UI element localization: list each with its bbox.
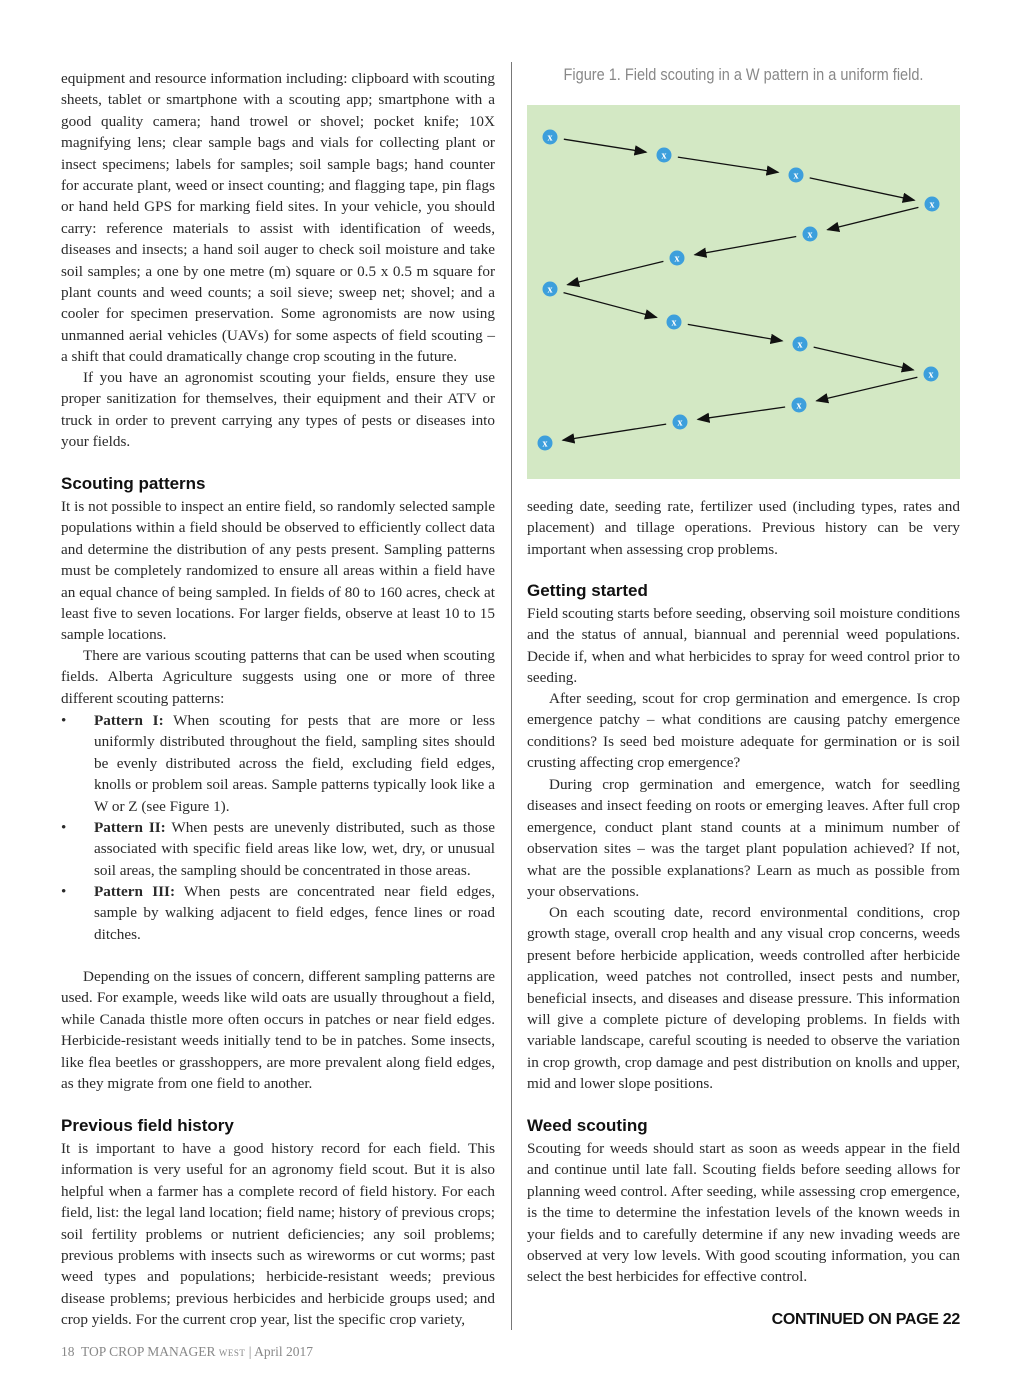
bullet-item — [61, 710, 495, 817]
body-paragraph: Scouting for weeds should start as soon as weeds appear in the field and continue until late fall. Scouting fields before seeding allows for planning weed control. After seeding, while assessing crop emergence, is the time to determine the infestation levels of the known weeds in your fields and to carefully determine if any new invading weeds are observed at very low levels. With good scouting information, you can select the best herbicides for effective control. — [527, 1140, 960, 1286]
svg-text:x: x — [671, 317, 677, 329]
section-heading-weed-scouting: Weed scouting — [527, 1116, 648, 1135]
bullet-label: Pattern I: — [94, 712, 164, 729]
bullet-text: When pests are concentrated near field edges, sample by walking adjacent to field edges, fence lines or road ditches. — [94, 883, 495, 943]
bullet-text: When scouting for pests that are more or less uniformly distributed throughout the field, sampling sites should be evenly distributed across the field, excluding field edges, knolls or problem soil areas. Sample patterns typically look like a W or Z (see Figure 1). — [94, 712, 495, 815]
path-arrow — [564, 293, 657, 318]
bullet-label: Pattern III: — [94, 883, 176, 900]
body-paragraph: After seeding, scout for crop germination and emergence. Is crop emergence patchy – what conditions are causing patchy emergence conditions? Is seed bed moisture adequate for germination or is soil crusting affecting crop emergence? — [527, 690, 960, 772]
svg-text:x: x — [547, 132, 553, 144]
body-paragraph: It is not possible to inspect an entire field, so randomly selected sample populations within a field should be observed to efficiently collect data and determine the distribution of any pests present. Sampling patterns must be completely randomized to ensure all areas within a field have an equal chance of being sampled. In fields of 80 to 160 acres, check at least five to seven locations. For larger fields, observe at least 10 to 15 sample locations. — [61, 498, 495, 644]
path-arrow — [564, 139, 646, 152]
body-paragraph: If you have an agronomist scouting your fields, ensure they use proper sanitization for themselves, their equipment and their ATV or truck in order to prevent carrying any types of pests or diseases into your fields. — [61, 369, 495, 451]
bullet-glyph: • — [61, 819, 67, 836]
svg-text:x: x — [674, 253, 680, 265]
body-paragraph: There are various scouting patterns that can be used when scouting fields. Alberta Agriculture suggests using one or more of three different scouting patterns: — [61, 647, 495, 707]
footer-separator: | — [248, 1344, 252, 1359]
section-heading-previous-field-history: Previous field history — [61, 1116, 234, 1135]
body-paragraph: Depending on the issues of concern, different sampling patterns are used. For example, weeds like wild oats are usually throughout a field, while Canada thistle more often occurs in patches or near field edges. Herbicide-resistant weeds initially tend to be in patches. Some insects, like flea beetles or grasshoppers, are more prevalent along field edges, as they migrate from one field to another. — [61, 968, 495, 1093]
body-paragraph: On each scouting date, record environmental conditions, crop growth stage, overall crop health and any visual crop concerns, weeds present before herbicide application, weeds controlled after herbicide application, weed patches not controlled, insect pests and number, beneficial insects, and diseases and disease pressure. This information will give a complete picture of developing problems. In fields with variable landscape, careful scouting is needed to observe the variation in crop growth, crop damage and pest distribution on knolls and upper, mid and lower slope positions. — [527, 904, 960, 1093]
path-arrow — [563, 424, 666, 440]
path-arrow — [810, 178, 915, 200]
sample-site-marker — [673, 415, 688, 430]
w-pattern-diagram — [527, 105, 960, 479]
path-arrow — [698, 407, 785, 419]
sample-site-marker — [670, 251, 685, 266]
sample-site-marker — [543, 282, 558, 297]
sample-site-marker — [657, 148, 672, 163]
sample-site-marker — [792, 398, 807, 413]
svg-text:x: x — [928, 369, 934, 381]
svg-text:x: x — [542, 438, 548, 450]
svg-text:x: x — [793, 170, 799, 182]
bullet-glyph: • — [61, 712, 67, 729]
path-arrow — [567, 261, 663, 284]
body-paragraph: During crop germination and emergence, watch for seedling diseases and insect feeding on roots or emerging leaves. After full crop emergence, conduct plant stand counts at a minimum number of observation sites – was the target plant population achieved? If not, what are the possible explanations? Learn as much as possible from your observations. — [527, 776, 960, 901]
path-arrow — [814, 347, 914, 370]
svg-text:x: x — [797, 339, 803, 351]
sample-site-marker — [543, 130, 558, 145]
page-number: 18 — [61, 1344, 75, 1359]
magazine-name: TOP CROP MANAGER — [81, 1344, 216, 1359]
sample-site-marker — [538, 436, 553, 451]
body-paragraph: It is important to have a good history record for each field. This information is very useful for an agronomy field scout. But it is also helpful when a farmer has a complete record of field history. For each field, list: the legal land location; field name; history of previous crops; soil fertility problems or nutrient deficiencies; any soil problems; previous problems with insects such as wireworms or cut worms; past weed types and populations; herbicide-resistant weeds; previous disease problems; previous herbicides and herbicide groups used; and crop yields. For the current crop year, list the specific crop variety, — [61, 1140, 495, 1329]
bullet-text: When pests are unevenly distributed, such as those associated with specific field areas like low, wet, dry, or unusual soil areas, the sampling should be concentrated in those areas. — [94, 819, 495, 879]
issue-date: April 2017 — [254, 1344, 314, 1359]
sample-site-marker — [925, 197, 940, 212]
sample-site-marker — [793, 337, 808, 352]
bullet-glyph: • — [61, 883, 67, 900]
body-paragraph: seeding date, seeding rate, fertilizer used (including types, rates and placement) and tillage operations. Previous history can be very important when assessing crop problems. — [527, 498, 960, 558]
body-paragraph: Field scouting starts before seeding, observing soil moisture conditions and the status of annual, biannual and perennial weed populations. Decide if, when and what herbicides to spray for weed control prior to seeding. — [527, 605, 960, 687]
continued-on-page-link[interactable]: CONTINUED ON PAGE 22 — [771, 1311, 960, 1328]
magazine-edition: WEST — [218, 1348, 246, 1358]
svg-text:x: x — [807, 229, 813, 241]
sample-site-marker — [789, 168, 804, 183]
page-footer — [61, 1344, 313, 1360]
section-heading-getting-started: Getting started — [527, 581, 648, 600]
svg-text:x: x — [547, 284, 553, 296]
bullet-item — [61, 817, 495, 881]
body-paragraph: equipment and resource information including: clipboard with scouting sheets, tablet or smartphone with a scouting app; smartphone with a good quality camera; hand trowel or shovel; pocket knife; 10X magnifying lens; clear sample bags and vials for collecting plant or insect specimens; labels for samples; soil sample bags; hand counter for accurate plant, weed or insect counting; and flagging tape, pin flags or hand held GPS for marking field sites. In your vehicle, you should carry: reference materials to assist with identification of weeds, diseases and insects; a hand soil auger to check soil moisture and take soil samples; a one by one metre (m) square or 0.5 x 0.5 m square for plant counts and weed counts; a soil sieve; sweep net; shovel; and a cooler for specimen preservation. Some agronomists are now using unmanned aerial vehicles (UAVs) for some aspects of field scouting – a shift that could dramatically change crop scouting in the future. — [61, 70, 495, 366]
path-arrow — [695, 236, 797, 254]
sample-site-marker — [803, 227, 818, 242]
path-arrow — [688, 324, 782, 340]
bullet-item — [61, 881, 495, 945]
path-arrow — [678, 157, 778, 172]
svg-text:x: x — [929, 199, 935, 211]
sample-site-marker — [924, 367, 939, 382]
figure-w-pattern — [527, 105, 960, 479]
column-divider — [511, 62, 512, 1330]
bullet-label: Pattern II: — [94, 819, 166, 836]
svg-text:x: x — [677, 417, 683, 429]
svg-text:x: x — [796, 400, 802, 412]
sample-site-marker — [667, 315, 682, 330]
path-arrow — [827, 207, 918, 229]
path-arrow — [817, 377, 918, 401]
section-heading-scouting-patterns: Scouting patterns — [61, 474, 206, 493]
svg-text:x: x — [661, 150, 667, 162]
figure-caption: Figure 1. Field scouting in a W pattern in a uniform field. — [563, 66, 924, 84]
